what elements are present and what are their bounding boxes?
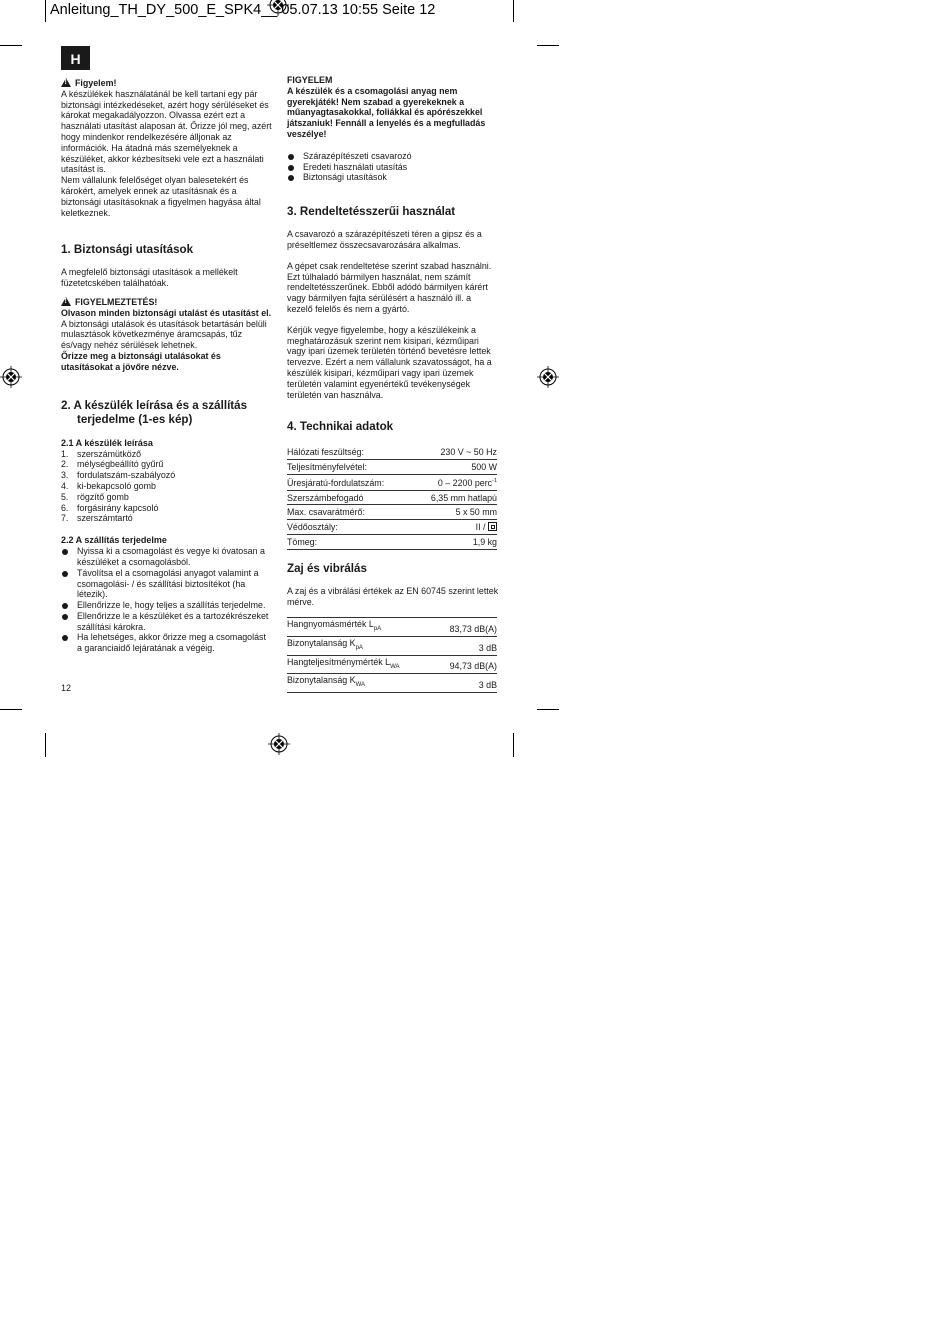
crop-mark (513, 0, 514, 22)
table-row: Hangnyomásmérték $L_{pA}$ 83,73 dB(A) (287, 618, 497, 637)
list-item: Eredeti használati utasítás (287, 162, 499, 173)
registration-mark-icon (268, 733, 290, 755)
crop-mark (537, 45, 559, 46)
list-item: 5. rögzítő gomb (61, 491, 129, 502)
section-title-description: terjedelme (1-es kép) (77, 412, 193, 426)
list-item: 6. forgásirány kapcsoló (61, 502, 159, 513)
crop-mark (0, 45, 22, 46)
list-item: 7. szerszámtartó (61, 513, 133, 524)
table-row: Hálózati feszültség: 230 V ~ 50 Hz (287, 445, 497, 459)
list-item: Ellenőrizze le a készüléket és a tartozékrészeket szállítási károkra. (61, 611, 273, 633)
table-row: Teljesítményfelvétel: 500 W (287, 460, 497, 475)
warning-heading: !FIGYELMEZTETÉS! (61, 297, 273, 308)
table-row: Max. csavarátmérő: 5 x 50 mm (287, 505, 497, 520)
table-row: Szerszámbefogadó 6,35 mm hatlapú (287, 490, 497, 505)
list-item: Ha lehetséges, akkor őrizze meg a csomagolást a garanciaidő lejáratának a végéig. (61, 632, 273, 654)
attention-heading: FIGYELEM (287, 75, 333, 85)
list-item: 2. mélységbeállító gyűrű (61, 459, 164, 470)
warning-bold-text: Őrizze meg a biztonsági utalásokat és utasításokat a jövőre nézve. (61, 350, 221, 372)
subsection-title: 2.2 A szállítás terjedelme (61, 535, 167, 546)
left-column (61, 78, 273, 654)
crop-mark (45, 733, 46, 757)
section-title-safety: 1. Biztonsági utasítások (61, 243, 194, 257)
noise-paragraph: A zaj és a vibrálási értékek az EN 60745 szerint lettek mérve. (287, 585, 499, 607)
crop-mark (513, 733, 514, 757)
noise-table (287, 617, 497, 692)
registration-mark-icon (537, 366, 559, 388)
table-row: Hangteljesítménymérték $L_{WA}$ 94,73 dB(A) (287, 655, 497, 674)
usage-paragraph: A gépet csak rendeltetése szerint szabad használni. Ezt túlhaladó bármilyen használat, nem számít rendeltetésszerűnek. Ebből adódó bármilyen kárért vagy bármilyen fajta sérülésért a használó ill. a kezelő felelős és nem a gyártó. (287, 260, 492, 314)
warning-text: A biztonsági utalások és utasítások betartásán belüli mulasztások következménye áramcsapás, tűz és/vagy nehéz sérülések lehetnek. (61, 318, 267, 351)
list-item: Ellenőrizze le, hogy teljes a szállítás terjedelme. (61, 600, 273, 611)
warning-icon (61, 78, 71, 87)
section-title-technical: 4. Technikai adatok (287, 420, 394, 434)
registration-mark-icon (0, 366, 22, 388)
crop-mark (45, 0, 46, 22)
crop-mark (0, 709, 22, 710)
table-row: Üresjáratú-fordulatszám: 0 – 2200 perc$^{-1}$ (287, 474, 497, 490)
section-title-description: 2. A készülék leírása és a szállítás (61, 398, 248, 412)
list-item: Biztonsági utasítások (287, 172, 499, 183)
table-row: Tömeg: 1,9 kg (287, 535, 497, 550)
contents-list (287, 151, 499, 183)
list-item: Szárazépítészeti csavarozó (287, 151, 499, 162)
delivery-list (61, 546, 273, 654)
list-item: 4. ki-bekapcsoló gomb (61, 480, 156, 491)
section-title-noise: Zaj és vibrálás (287, 561, 367, 575)
language-badge: H (61, 46, 90, 70)
usage-paragraph: A csavarozó a szárazépítészeti téren a gipsz és a préseltlemez összecsavarozására alkalmas. (287, 229, 482, 250)
safety-paragraph: A megfelelő biztonsági utasítások a mellékelt füzetetcskében találhatóak. (61, 267, 238, 289)
right-column (287, 75, 499, 693)
print-header: Anleitung_TH_DY_500_E_SPK4__ 05.07.13 10:55 Seite 12 (50, 2, 436, 18)
page-number: 12 (61, 683, 72, 693)
crop-mark (537, 709, 559, 710)
warning-icon (61, 297, 71, 306)
parts-list (61, 449, 273, 525)
table-row: Bizonytalanság $K_{WA}$ 3 dB (287, 674, 497, 693)
spec-table (287, 445, 497, 550)
list-item: Nyissa ki a csomagolást és vegye ki óvatosan a készüléket a csomagolásból. (61, 546, 273, 568)
intro-heading: !Figyelem! (61, 78, 273, 89)
section-title-usage: 3. Rendeltetésszerűi használat (287, 205, 456, 219)
usage-paragraph: Kérjük vegye figyelembe, hogy a készülékeink a meghatározásuk szerint nem kisipari, kézműipari vagy ipari üzemek területén történő bevetésre lettek tervezve. Ezért a nem vállalunk szavatosságot, ha a készülék kisipari, kézműipari vagy ipari üzemek területén valamint egyenértékű tevékenységek területén van használva. (287, 324, 492, 400)
warning-bold-text: Olvason minden biztonsági utalást és utasítást el. (61, 307, 272, 318)
attention-text: A készülék és a csomagolási anyag nem gyerekjáték! Nem szabad a gyerekeknek a műanyagtasakokkal, foliákkal és apórészekkel játszaniuk! Fennáll a lenyelés és a megfulladás veszélye! (287, 85, 486, 139)
list-item: Távolítsa el a csomagolási anyagot valamint a csomagolási- / és szállítási biztosítékot (ha létezik). (61, 568, 273, 600)
intro-paragraph: Nem vállalunk felelőséget olyan balesetekért és károkért, amelyek ennek az utasításnak és a biztonsági utasításoknak a figyelmen hagyása által keletkeznek. (61, 175, 261, 218)
intro-paragraph: A készülékek használatánál be kell tartani egy pár biztonsági intézkedéseket, azért hogy sérüléseket és károkat megakadályozzon. Olvassa ezért ezt a használati utasítást alaposan át. Őrizze jól meg, azért hogy mindenkor rendelkezésére álljonak az információk. Ha átadná más személyeknek a készüléket, akkor kézbesítseki vele ezt a használati utasítást is. (61, 88, 272, 175)
list-item: 1. szerszámütköző (61, 448, 142, 459)
subsection-title: 2.1 A készülék leírása (61, 437, 153, 448)
table-row: Védőosztály: II / (287, 520, 497, 535)
protection-class-icon (488, 522, 497, 531)
table-row: Bizonytalanság $K_{pA}$ 3 dB (287, 637, 497, 656)
list-item: 3. fordulatszám-szabályozó (61, 470, 176, 481)
